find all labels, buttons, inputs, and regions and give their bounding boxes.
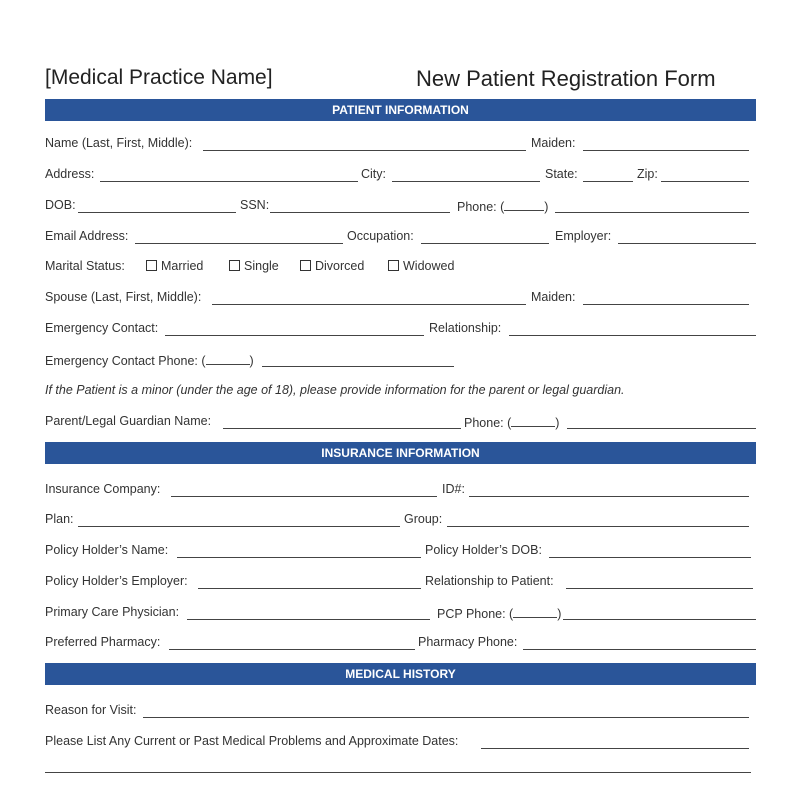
emergency-phone-field[interactable] [262, 366, 454, 367]
relationship-label: Relationship: [429, 321, 502, 335]
section-insurance-information: INSURANCE INFORMATION [45, 442, 756, 464]
checkbox-icon [388, 260, 399, 271]
holder-dob-field[interactable] [549, 557, 751, 558]
city-field[interactable] [392, 181, 540, 182]
group-field[interactable] [447, 526, 749, 527]
row-emergency-phone [45, 352, 756, 372]
holder-employer-label: Policy Holder’s Employer: [45, 574, 188, 588]
row-dob [45, 198, 756, 218]
marital-option-single[interactable]: Single [229, 259, 279, 273]
phone-area-field[interactable] [504, 198, 544, 211]
guardian-phone-field[interactable] [567, 428, 756, 429]
maiden-label: Maiden: [531, 136, 576, 150]
employer-label: Employer: [555, 229, 612, 243]
emergency-contact-label: Emergency Contact: [45, 321, 159, 335]
guardian-label: Parent/Legal Guardian Name: [45, 414, 212, 428]
marital-option-divorced[interactable]: Divorced [300, 259, 364, 273]
holder-employer-field[interactable] [198, 588, 421, 589]
ssn-label: SSN: [240, 198, 270, 212]
relationship-to-patient-field[interactable] [566, 588, 753, 589]
dob-label: DOB: [45, 198, 76, 212]
state-label: State: [545, 167, 578, 181]
id-label: ID#: [442, 482, 465, 496]
city-label: City: [361, 167, 386, 181]
insurance-company-label: Insurance Company: [45, 482, 161, 496]
row-address [45, 167, 756, 187]
email-label: Email Address: [45, 229, 129, 243]
row-holder-name [45, 543, 756, 563]
relationship-field[interactable] [509, 335, 756, 336]
name-label: Name (Last, First, Middle): [45, 136, 193, 150]
occupation-label: Occupation: [347, 229, 414, 243]
minor-note: If the Patient is a minor (under the age of 18), please provide information for the parent or legal guardian. [45, 383, 625, 397]
guardian-phone-area-field[interactable] [511, 414, 555, 427]
holder-name-field[interactable] [177, 557, 421, 558]
spouse-maiden-label: Maiden: [531, 290, 576, 304]
occupation-field[interactable] [421, 243, 549, 244]
maiden-field[interactable] [583, 150, 749, 151]
relationship-to-patient-label: Relationship to Patient: [425, 574, 554, 588]
row-problems [45, 734, 756, 754]
pharmacy-phone-field[interactable] [523, 649, 756, 650]
checkbox-icon [146, 260, 157, 271]
row-problems-continued [45, 758, 756, 778]
pharmacy-field[interactable] [169, 649, 415, 650]
address-label: Address: [45, 167, 95, 181]
row-spouse [45, 290, 756, 310]
pcp-field[interactable] [187, 619, 430, 620]
zip-label: Zip: [637, 167, 658, 181]
pcp-phone-field[interactable] [563, 619, 756, 620]
emergency-phone-area-field[interactable] [206, 352, 250, 365]
pharmacy-label: Preferred Pharmacy: [45, 635, 161, 649]
pcp-phone-label: PCP Phone: ( ) [437, 607, 562, 621]
name-field[interactable] [203, 150, 526, 151]
plan-field[interactable] [78, 526, 400, 527]
employer-field[interactable] [618, 243, 756, 244]
marital-label: Marital Status: [45, 259, 125, 273]
state-field[interactable] [583, 181, 633, 182]
row-marital [45, 259, 756, 279]
row-pharmacy [45, 635, 756, 655]
row-plan [45, 512, 756, 532]
pcp-phone-area-field[interactable] [513, 605, 557, 618]
row-reason [45, 703, 756, 723]
address-field[interactable] [100, 181, 358, 182]
row-holder-employer [45, 574, 756, 594]
row-insurance-company [45, 482, 756, 502]
section-medical-history: MEDICAL HISTORY [45, 663, 756, 685]
phone-label: Phone: ( ) [457, 200, 549, 214]
row-pcp [45, 605, 756, 625]
pharmacy-phone-label: Pharmacy Phone: [418, 635, 518, 649]
checkbox-icon [229, 260, 240, 271]
section-patient-information: PATIENT INFORMATION [45, 99, 756, 121]
email-field[interactable] [135, 243, 343, 244]
emergency-contact-field[interactable] [165, 335, 424, 336]
checkbox-icon [300, 260, 311, 271]
row-guardian [45, 414, 756, 434]
id-field[interactable] [469, 496, 749, 497]
problems-field[interactable] [481, 748, 749, 749]
ssn-field[interactable] [270, 212, 450, 213]
holder-name-label: Policy Holder’s Name: [45, 543, 169, 557]
plan-label: Plan: [45, 512, 74, 526]
reason-field[interactable] [143, 717, 749, 718]
marital-option-married[interactable]: Married [146, 259, 203, 273]
guardian-field[interactable] [223, 428, 461, 429]
row-emergency [45, 321, 756, 341]
marital-option-widowed[interactable]: Widowed [388, 259, 454, 273]
guardian-phone-label: Phone: ( ) [464, 416, 560, 430]
pcp-label: Primary Care Physician: [45, 605, 180, 619]
problems-label: Please List Any Current or Past Medical Problems and Approximate Dates: [45, 734, 459, 748]
practice-name: [Medical Practice Name] [45, 66, 273, 89]
dob-field[interactable] [78, 212, 236, 213]
holder-dob-label: Policy Holder’s DOB: [425, 543, 542, 557]
problems-continued-field[interactable] [45, 772, 751, 773]
zip-field[interactable] [661, 181, 749, 182]
emergency-phone-label: Emergency Contact Phone: ( ) [45, 354, 254, 368]
spouse-maiden-field[interactable] [583, 304, 749, 305]
reason-label: Reason for Visit: [45, 703, 137, 717]
spouse-label: Spouse (Last, First, Middle): [45, 290, 202, 304]
insurance-company-field[interactable] [171, 496, 437, 497]
row-name [45, 136, 756, 156]
form-title: New Patient Registration Form [416, 66, 716, 91]
phone-field[interactable] [555, 212, 749, 213]
group-label: Group: [404, 512, 443, 526]
spouse-field[interactable] [212, 304, 526, 305]
row-email [45, 229, 756, 249]
